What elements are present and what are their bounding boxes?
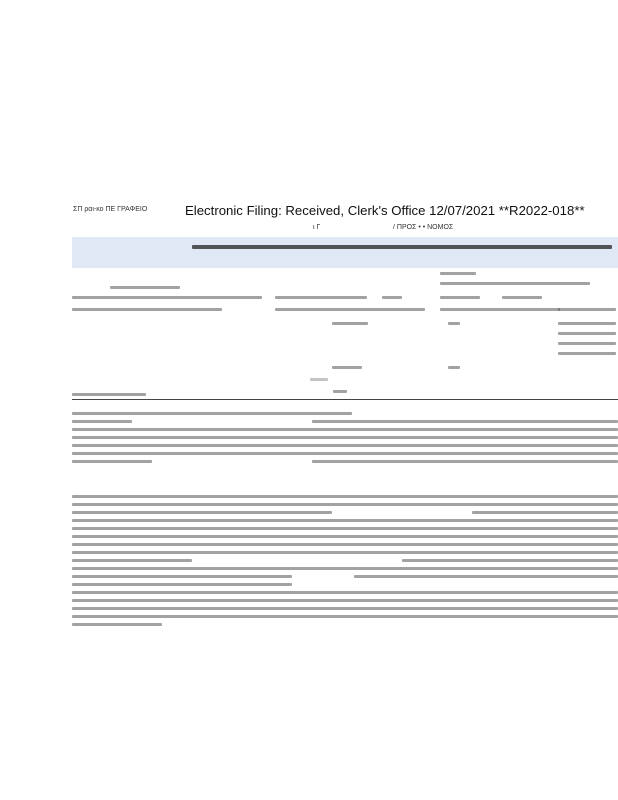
stamp-subline-2: / ΠΡΟΣ • • ΝΟΜΟΣ: [393, 224, 454, 231]
text-line-scribble: [72, 615, 618, 618]
col-head-scribble: [382, 296, 402, 299]
stamp-subline-1: ι Γ: [313, 224, 321, 231]
text-line-scribble: [312, 460, 618, 463]
cell-scribble: [558, 342, 616, 345]
text-line-scribble: [354, 575, 618, 578]
section-label-scribble: [72, 393, 146, 396]
text-line-scribble: [72, 575, 292, 578]
text-line-scribble: [72, 452, 618, 455]
paragraph-block-1: [72, 410, 618, 470]
col-head-scribble: [110, 286, 180, 289]
cell-scribble: [558, 322, 616, 325]
text-line-scribble: [72, 519, 618, 522]
cell-scribble: [558, 352, 616, 355]
text-line-scribble: [72, 436, 618, 439]
text-line-scribble: [72, 460, 152, 463]
filing-stamp: Electronic Filing: Received, Clerk's Office 12/07/2021 **R2022-018**: [185, 203, 585, 218]
col-head-scribble: [440, 296, 480, 299]
cell-scribble: [310, 378, 328, 381]
text-line-scribble: [72, 412, 352, 415]
text-line-scribble: [72, 444, 618, 447]
table-heading-band: [72, 237, 618, 268]
document-code: ΣΠ ραι-κο ΠΕ ΓΡΑΦΕΙΟ: [73, 206, 148, 213]
text-line-scribble: [72, 511, 332, 514]
text-line-scribble: [72, 623, 162, 626]
heading-text-scribble: [192, 245, 612, 249]
col-head-scribble: [502, 296, 542, 299]
text-line-scribble: [72, 535, 618, 538]
paragraph-block-2: [72, 493, 618, 633]
cell-scribble: [448, 322, 460, 325]
text-line-scribble: [72, 607, 618, 610]
text-line-scribble: [312, 420, 618, 423]
cell-scribble: [332, 366, 362, 369]
text-line-scribble: [72, 495, 618, 498]
text-line-scribble: [72, 599, 618, 602]
cell-scribble: [448, 366, 460, 369]
col-head-scribble: [440, 282, 590, 285]
text-line-scribble: [402, 559, 618, 562]
text-line-scribble: [72, 503, 618, 506]
col-head-scribble: [440, 272, 476, 275]
text-line-scribble: [72, 591, 618, 594]
table-header-area: [72, 270, 618, 380]
text-line-scribble: [72, 567, 618, 570]
text-line-scribble: [72, 551, 618, 554]
col-head-scribble: [72, 296, 262, 299]
section-rule: [72, 399, 618, 400]
text-line-scribble: [472, 511, 618, 514]
col-head-scribble: [558, 308, 616, 311]
text-line-scribble: [72, 527, 618, 530]
cell-scribble: [558, 332, 616, 335]
col-head-scribble: [275, 296, 367, 299]
col-head-scribble: [440, 308, 560, 311]
text-line-scribble: [72, 543, 618, 546]
col-head-scribble: [72, 308, 222, 311]
text-line-scribble: [72, 559, 192, 562]
cell-scribble: [333, 390, 347, 393]
col-head-scribble: [275, 308, 425, 311]
cell-scribble: [332, 322, 368, 325]
text-line-scribble: [72, 583, 292, 586]
text-line-scribble: [72, 428, 618, 431]
text-line-scribble: [72, 420, 132, 423]
